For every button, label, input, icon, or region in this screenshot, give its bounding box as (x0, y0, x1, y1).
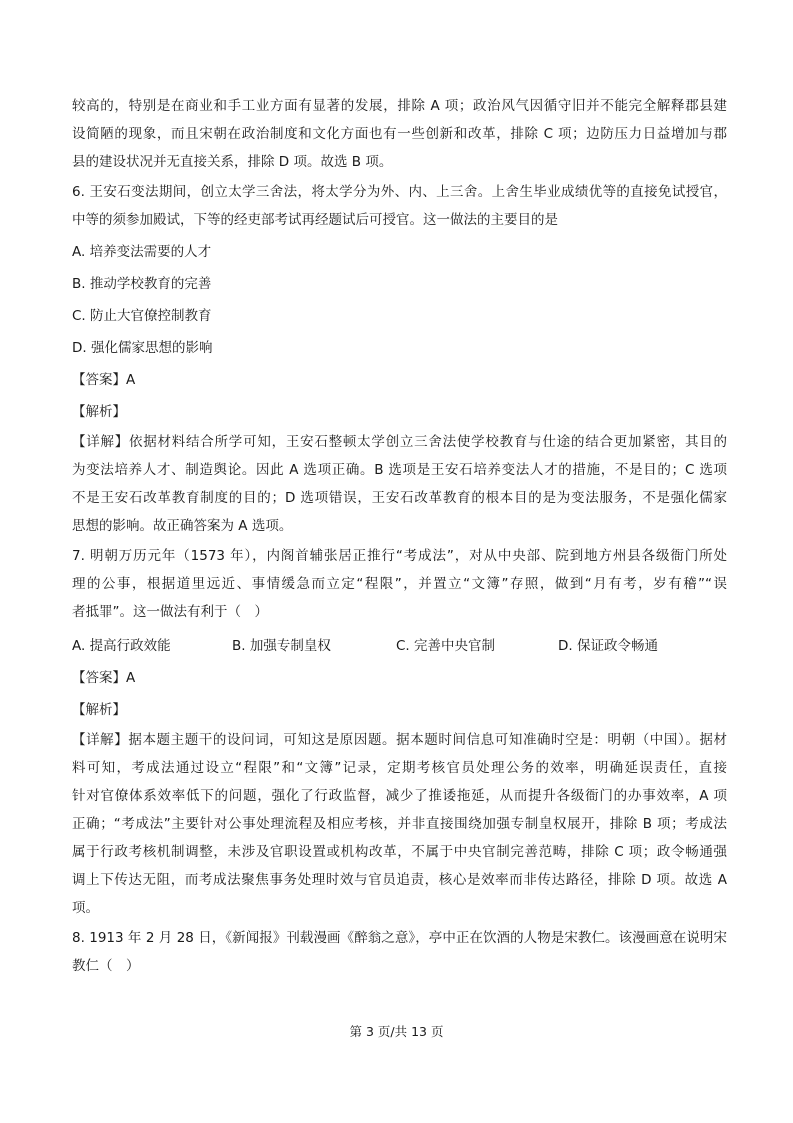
question-6-option-c: C. 防止大官僚控制教育 (72, 308, 212, 324)
question-7-analysis-label: 【解析】 (72, 702, 126, 718)
question-7-detail-line: 项。 (72, 900, 99, 916)
question-7-detail-line: 调上下传达无阻，而考成法聚焦事务处理时效与官员追责，核心是效率而非传达路径，排除 D 项。故选 A (72, 872, 727, 888)
question-6-detail-line: 为变法培养人才、制造舆论。因此 A 选项正确。B 选项是王安石培养变法人才的措施，不是目的；C 选项 (72, 462, 727, 478)
question-7-options (72, 632, 727, 660)
question-6-analysis-label: 【解析】 (72, 404, 126, 420)
question-7-detail-line: 针对官僚体系效率低下的问题，强化了行政监督，减少了推诿拖延，从而提升各级衙门的办事效率，A 项 (72, 788, 727, 804)
text-line: 县的建设状况并无直接关系，排除 D 项。故选 B 项。 (72, 154, 393, 170)
question-8-stem-line: 教仁（ ） (72, 958, 140, 974)
question-7-answer: 【答案】A (72, 670, 136, 686)
question-6-stem-line: 6. 王安石变法期间，创立太学三舍法，将太学分为外、内、上三舍。上舍生毕业成绩优等的直接免试授官， (72, 184, 727, 200)
question-7-stem-line: 理的公事，根据道里远近、事情缓急而立定“程限”，并置立“文簿”存照，做到“月有考，岁有稽”“误 (72, 576, 727, 592)
question-7-option-b: B. 加强专制皇权 (232, 638, 331, 654)
question-6-option-b: B. 推动学校教育的完善 (72, 276, 212, 292)
question-6-detail-line: 【详解】依据材料结合所学可知，王安石整顿太学创立三舍法使学校教育与仕途的结合更加紧密，其目的 (72, 434, 727, 450)
question-6-option-a: A. 培养变法需要的人才 (72, 244, 212, 260)
question-6-detail-line: 不是王安石改革教育制度的目的；D 选项错误，王安石改革教育的根本目的是为变法服务，不是强化儒家 (72, 490, 727, 506)
question-6-option-d: D. 强化儒家思想的影响 (72, 340, 213, 356)
question-7-stem-line: 7. 明朝万历元年（1573 年），内阁首辅张居正推行“考成法”，对从中央部、院到地方州县各级衙门所处 (72, 548, 727, 564)
question-7-detail-line: 【详解】据本题主题干的设问词，可知这是原因题。据本题时间信息可知准确时空是：明朝（中国）。据材 (72, 732, 727, 748)
question-7-option-a: A. 提高行政效能 (72, 638, 171, 654)
document-page (72, 92, 727, 980)
text-line: 较高的，特别是在商业和手工业方面有显著的发展，排除 A 项；政治风气因循守旧并不能完全解释郡县建 (72, 98, 727, 114)
text-line: 设简陋的现象，而且宋朝在政治制度和文化方面也有一些创新和改革，排除 C 项；边防压力日益增加与郡 (72, 126, 727, 142)
question-6-stem-line: 中等的须参加殿试，下等的经吏部考试再经题试后可授官。这一做法的主要目的是 (72, 212, 558, 228)
question-8-stem-line: 8. 1913 年 2 月 28 日，《新闻报》刊载漫画《醉翁之意》，亭中正在饮酒的人物是宋教仁。该漫画意在说明宋 (72, 930, 727, 946)
question-6-detail-line: 思想的影响。故正确答案为 A 选项。 (72, 518, 293, 534)
question-7-stem-line: 者抵罪”。这一做法有利于（ ） (72, 604, 268, 620)
question-7-option-d: D. 保证政令畅通 (558, 638, 658, 654)
page-number-footer: 第 3 页/共 13 页 (349, 1024, 444, 1039)
question-7-option-c: C. 完善中央官制 (396, 638, 496, 654)
question-7-detail-line: 料可知，考成法通过设立“程限”和“文簿”记录，定期考核官员处理公务的效率，明确延误责任，直接 (72, 760, 727, 776)
question-7-detail-line: 正确；“考成法”主要针对公事处理流程及相应考核，并非直接围绕加强专制皇权展开，排除 B 项；考成法 (72, 816, 727, 832)
question-7-detail-line: 属于行政考核机制调整，未涉及官职设置或机构改革，不属于中央官制完善范畴，排除 C 项；政令畅通强 (72, 844, 727, 860)
question-6-answer: 【答案】A (72, 372, 136, 388)
